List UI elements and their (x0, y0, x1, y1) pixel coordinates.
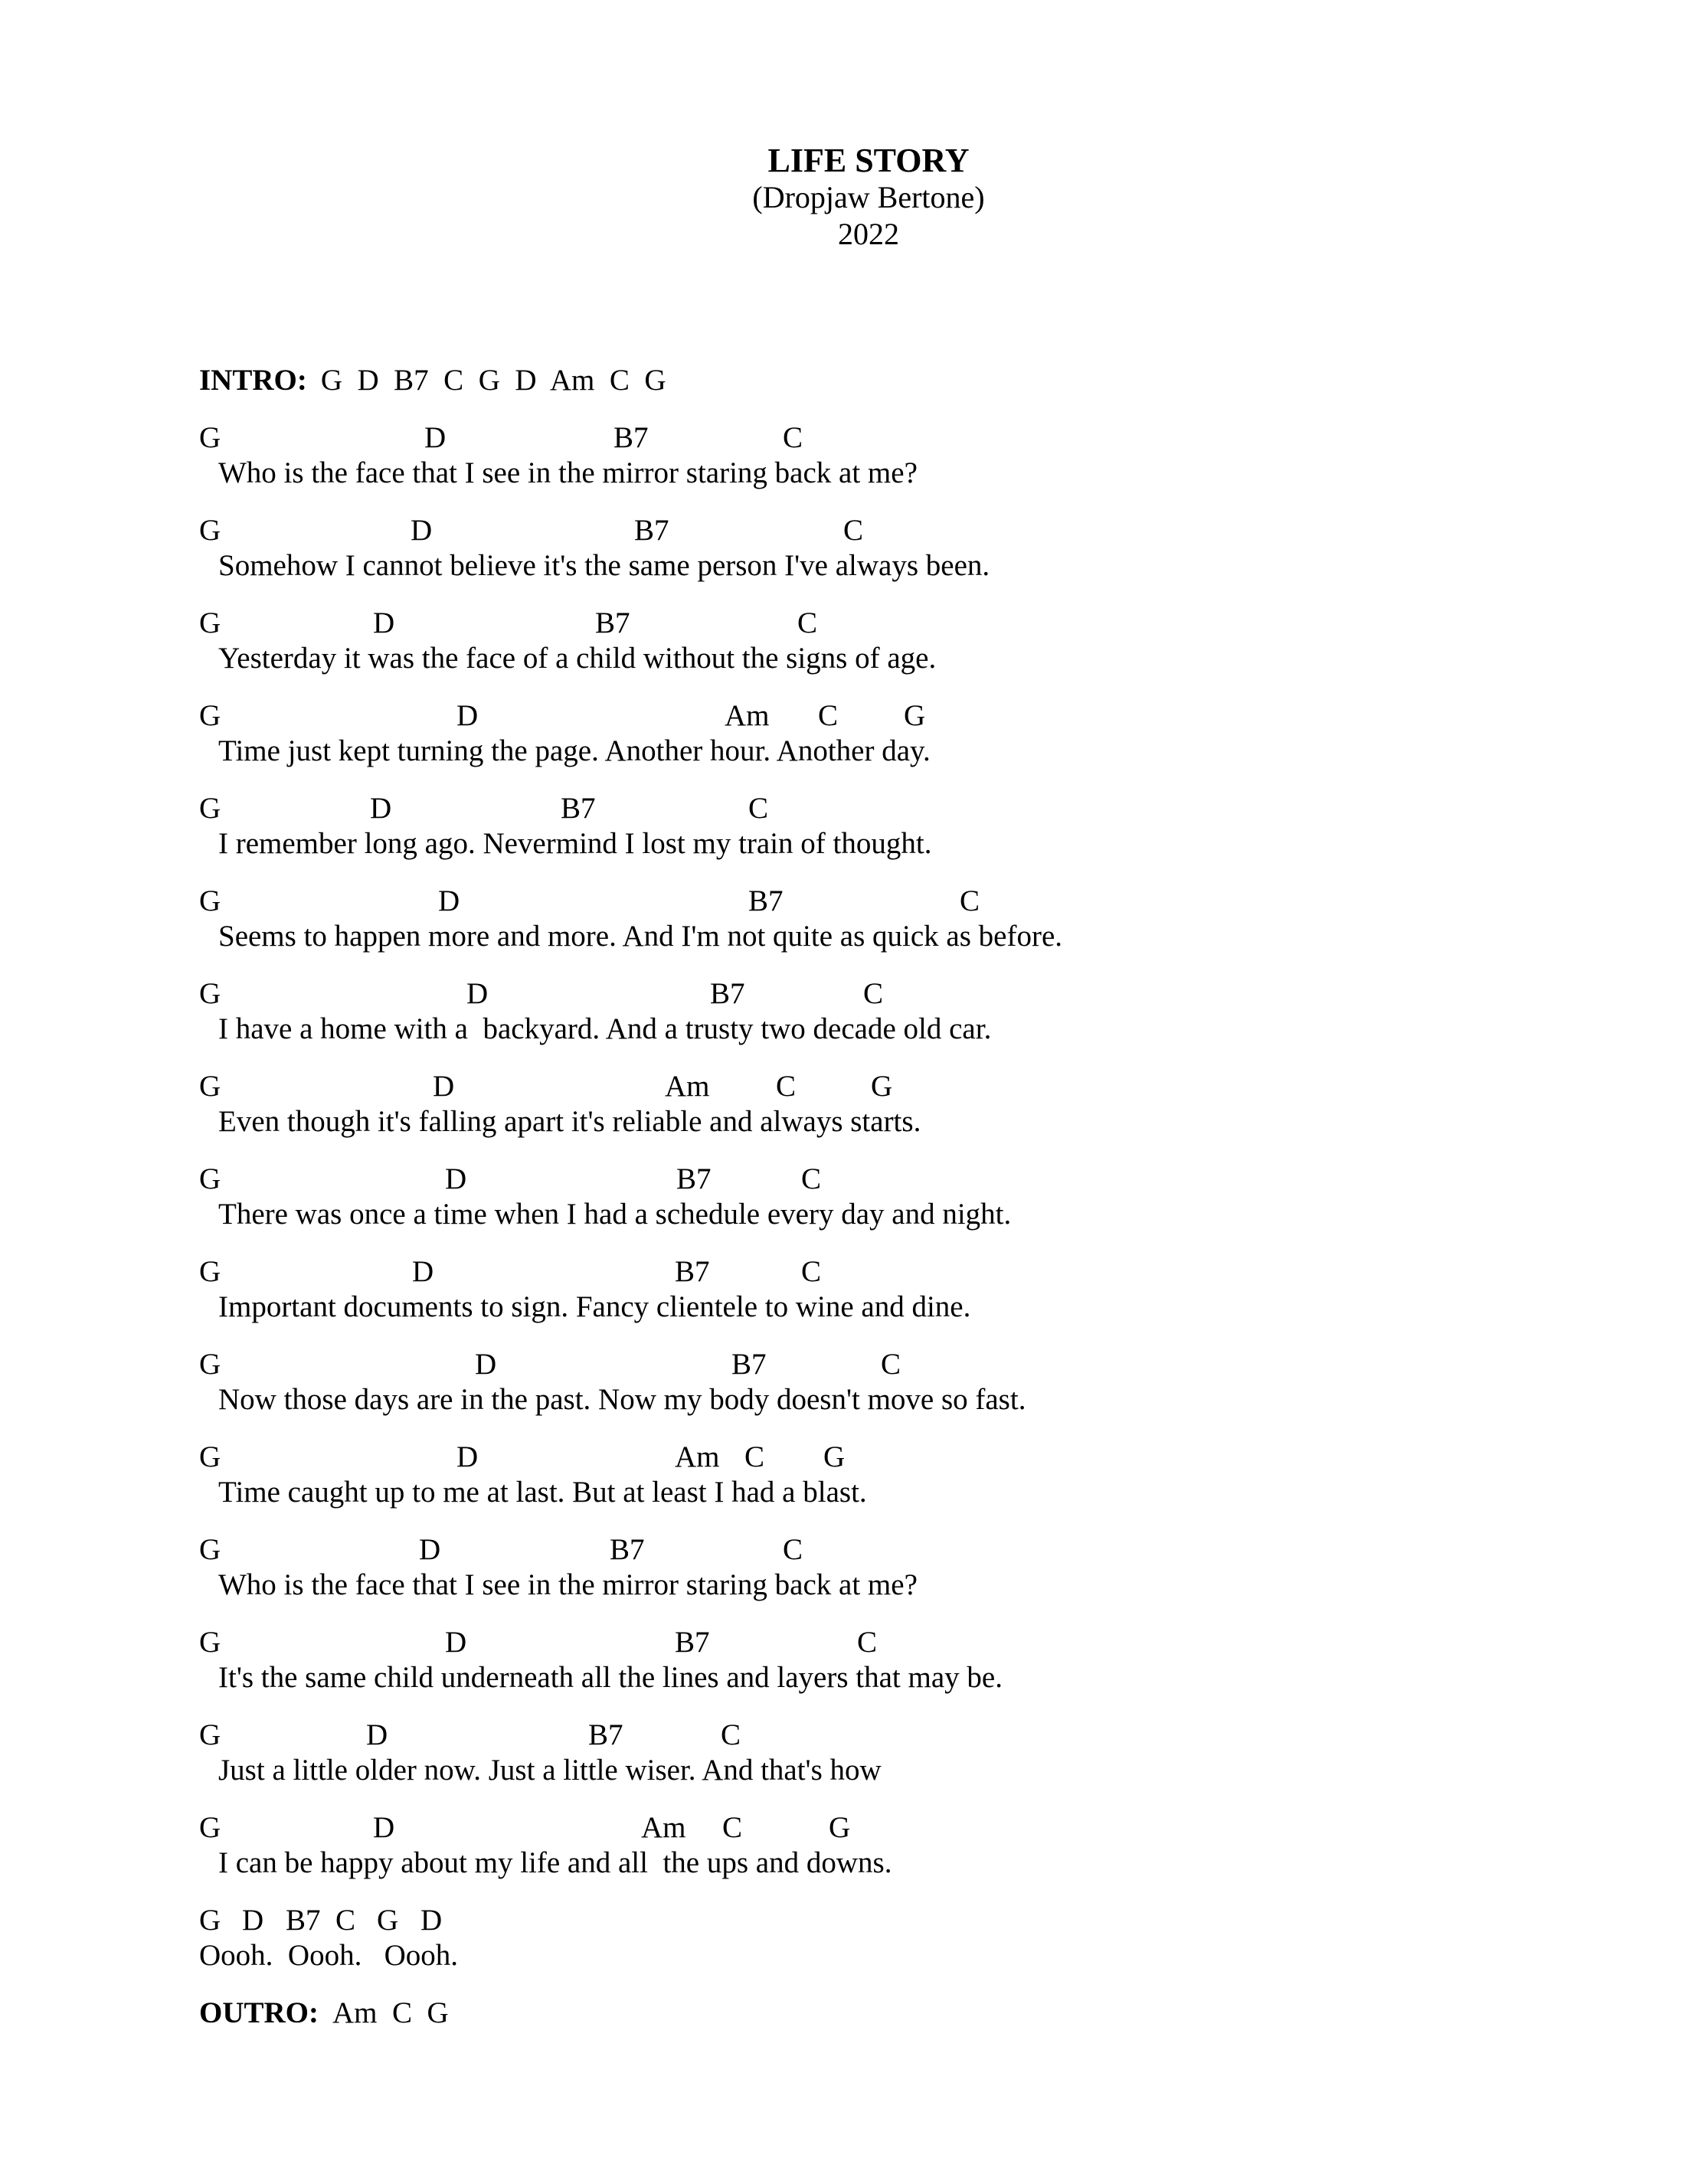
verse-block (0, 698, 1685, 769)
verse-block (0, 1254, 1685, 1325)
chord-G: G (199, 977, 221, 1010)
lyric-line: I can be happy about my life and all the ups and downs. (218, 1846, 892, 1879)
chord-row (0, 698, 1685, 734)
song-title: LIFE STORY (767, 142, 970, 179)
lyric-line: Who is the face that I see in the mirror staring back at me? (218, 456, 918, 489)
chord-D: D (466, 977, 489, 1010)
chord-G: G (199, 1626, 221, 1659)
chord-B7: B7 (595, 606, 630, 639)
verse-block (0, 1347, 1685, 1417)
chord-D: D (370, 792, 392, 825)
chord-G: G (871, 1070, 893, 1103)
chord-B7: B7 (748, 884, 784, 917)
verse-block (0, 1718, 1685, 1788)
chord-G: G (199, 1811, 221, 1844)
chord-D: D (475, 1348, 497, 1381)
chord-C: C (801, 1162, 822, 1195)
chord-D: D (445, 1626, 467, 1659)
chord-row (0, 1069, 1685, 1104)
chord-D: D (366, 1718, 388, 1751)
intro-row (199, 363, 1685, 398)
verse-list (0, 420, 1685, 1881)
chord-B7: B7 (613, 421, 649, 454)
verse-block (0, 1810, 1685, 1881)
chord-B7: B7 (675, 1626, 710, 1659)
chord-row (0, 976, 1685, 1012)
lyric-line: Somehow I cannot believe it's the same person I've always been. (218, 549, 990, 582)
chord-D: D (424, 421, 447, 454)
lyric-line: Seems to happen more and more. And I'm not quite as quick as before. (218, 920, 1062, 953)
outro-label: OUTRO: (199, 1996, 319, 2029)
chord-C: C (881, 1348, 901, 1381)
oooh-block (0, 1903, 1685, 1973)
chord-row (0, 1162, 1685, 1197)
lyric-line: Just a little older now. Just a little wiser. And that's how (218, 1754, 882, 1787)
chord-G: G (199, 699, 221, 732)
chord-row (0, 1810, 1685, 1846)
chord-C: C (744, 1440, 765, 1473)
lyric-line: Oooh. Oooh. Oooh. (199, 1939, 458, 1972)
chord-G: G (823, 1440, 846, 1473)
chord-row (0, 1254, 1685, 1290)
song-year: 2022 (838, 217, 899, 251)
chord-B7: B7 (676, 1162, 712, 1195)
lyric-line: I have a home with a backyard. And a trusty two decade old car. (218, 1012, 992, 1045)
chord-D: D (411, 514, 433, 547)
chord-G: G (199, 514, 221, 547)
chord-row (0, 1440, 1685, 1475)
chord-C: C (843, 514, 864, 547)
lyric-line: There was once a time when I had a schedule every day and night. (218, 1198, 1012, 1231)
chord-C: C (783, 421, 803, 454)
chord-D: D (438, 884, 460, 917)
chord-B7: B7 (675, 1255, 710, 1288)
chord-D: D (445, 1162, 467, 1195)
chord-C: C (801, 1255, 822, 1288)
verse-block (0, 1440, 1685, 1510)
outro-row (199, 1996, 1685, 2031)
outro-chords: Am C G (332, 1996, 449, 2029)
verse-block (0, 884, 1685, 954)
chord-G: G (199, 1718, 221, 1751)
chord-Am: Am (725, 699, 770, 732)
chord-D: D (373, 606, 395, 639)
lyric-line: It's the same child underneath all the lines and layers that may be. (218, 1661, 1003, 1694)
chord-D: D (456, 1440, 479, 1473)
lyric-line: Even though it's falling apart it's reliable and always starts. (218, 1105, 921, 1138)
chord-C: C (721, 1718, 741, 1751)
chord-row (0, 1532, 1685, 1568)
verse-block (0, 606, 1685, 676)
chord-G: G (199, 1255, 221, 1288)
chord-C: C (776, 1070, 797, 1103)
chord-G: G (199, 884, 221, 917)
verse-block (0, 976, 1685, 1047)
chord-G: G (199, 1162, 221, 1195)
lyric-line: Time just kept turning the page. Another hour. Another day. (218, 734, 931, 767)
chord-row (0, 1903, 1685, 1938)
lyric-line: Yesterday it was the face of a child without the signs of age. (218, 642, 937, 675)
chord-G: G (377, 1904, 399, 1937)
chord-Am: Am (665, 1070, 710, 1103)
verse-block (0, 420, 1685, 491)
chord-row (0, 1625, 1685, 1660)
chord-G: G (199, 606, 221, 639)
chord-G: G (829, 1811, 851, 1844)
intro-label: INTRO: (199, 364, 307, 397)
chord-row (0, 420, 1685, 456)
chord-Am: Am (641, 1811, 686, 1844)
chord-row (0, 1347, 1685, 1382)
lyric-line: Now those days are in the past. Now my body doesn't move so fast. (218, 1383, 1026, 1416)
chord-D: D (419, 1533, 441, 1566)
lyric-line: Important documents to sign. Fancy clientele to wine and dine. (218, 1290, 971, 1323)
chord-Am: Am (675, 1440, 720, 1473)
song-artist: (Dropjaw Bertone) (752, 180, 985, 214)
chord-C: C (783, 1533, 803, 1566)
chord-G: G (199, 1533, 221, 1566)
chord-C: C (863, 977, 884, 1010)
chord-D: D (420, 1904, 443, 1937)
chord-G: G (199, 792, 221, 825)
chord-D: D (456, 699, 479, 732)
chord-G: G (199, 1440, 221, 1473)
chord-D: D (242, 1904, 264, 1937)
chord-G: G (199, 421, 221, 454)
chord-B7: B7 (588, 1718, 623, 1751)
chord-D: D (433, 1070, 455, 1103)
chord-C: C (335, 1904, 356, 1937)
title-block (26, 0, 1685, 253)
verse-block (0, 1162, 1685, 1232)
verse-block (0, 1532, 1685, 1603)
chord-C: C (857, 1626, 878, 1659)
chord-C: C (960, 884, 980, 917)
chord-B7: B7 (610, 1533, 645, 1566)
lyric-line: Who is the face that I see in the mirror staring back at me? (218, 1568, 918, 1601)
chord-B7: B7 (561, 792, 596, 825)
chord-C: C (748, 792, 769, 825)
chord-D: D (373, 1811, 395, 1844)
chord-B7: B7 (710, 977, 745, 1010)
chord-G: G (904, 699, 926, 732)
chord-row (0, 791, 1685, 826)
chord-B7: B7 (634, 514, 669, 547)
chord-G: G (199, 1070, 221, 1103)
lyric-line: I remember long ago. Nevermind I lost my train of thought. (218, 827, 932, 860)
chord-B7: B7 (286, 1904, 321, 1937)
chord-B7: B7 (731, 1348, 767, 1381)
chord-C: C (797, 606, 818, 639)
chord-row (0, 1718, 1685, 1753)
chord-row (0, 513, 1685, 548)
chord-row (0, 884, 1685, 919)
lyric-line: Time caught up to me at last. But at least I had a blast. (218, 1476, 867, 1509)
verse-block (0, 791, 1685, 862)
chord-G: G (199, 1904, 221, 1937)
chord-G: G (199, 1348, 221, 1381)
verse-block (0, 1625, 1685, 1695)
verse-block (0, 1069, 1685, 1139)
chord-row (0, 606, 1685, 641)
verse-block (0, 513, 1685, 584)
chord-C: C (818, 699, 839, 732)
chord-C: C (722, 1811, 743, 1844)
intro-chords: G D B7 C G D Am C G (320, 364, 666, 397)
chord-D: D (412, 1255, 434, 1288)
